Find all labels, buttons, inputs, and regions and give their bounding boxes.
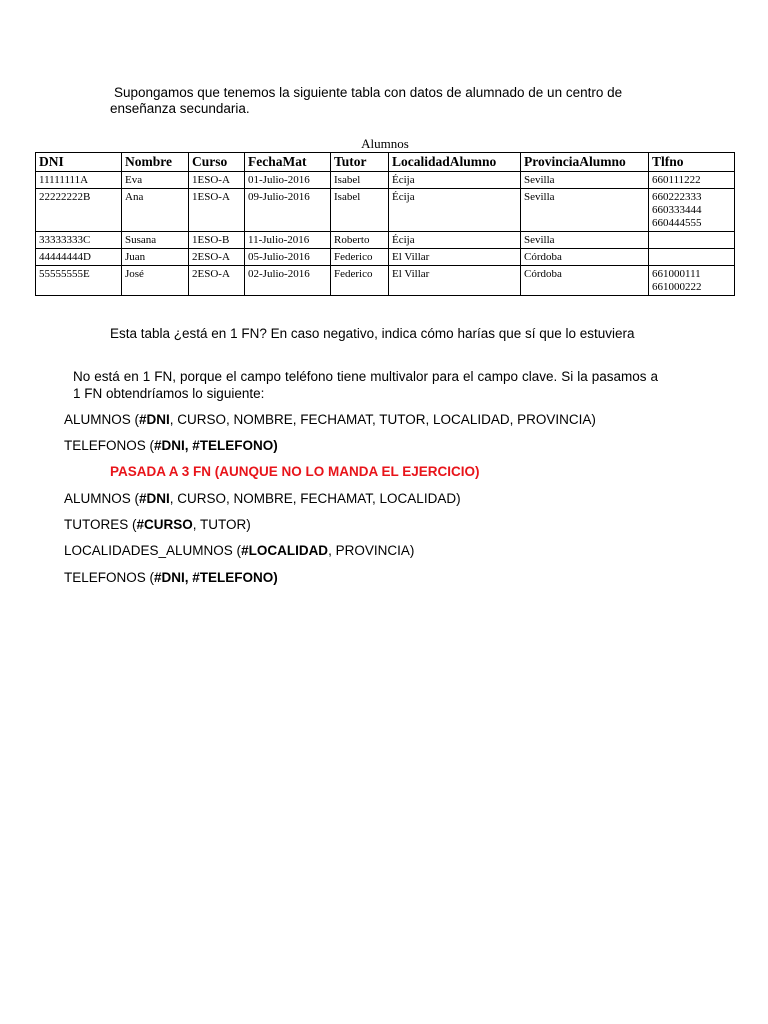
cell-localidad: El Villar — [389, 249, 521, 266]
cell-fechamat: 09-Julio-2016 — [245, 189, 331, 232]
cell-tutor: Isabel — [331, 189, 389, 232]
cell-curso: 1ESO-A — [189, 172, 245, 189]
table-header-row — [36, 153, 735, 172]
answer-text: No está en 1 FN, porque el campo teléfono tiene multivalor para el campo clave. Si la pasamos a 1 FN obtendríamos lo siguiente: — [73, 369, 658, 401]
col-header-dni: DNI — [36, 153, 122, 172]
cell-curso: 2ESO-A — [189, 266, 245, 296]
table-caption: Alumnos — [361, 136, 409, 151]
cell-fechamat: 02-Julio-2016 — [245, 266, 331, 296]
intro-line-2: enseñanza secundaria. — [110, 101, 250, 116]
primary-key: #DNI — [139, 491, 170, 506]
question-text: Esta tabla ¿está en 1 FN? En caso negativo, indica cómo harías que sí que lo estuviera — [110, 326, 635, 341]
cell-nombre: Juan — [122, 249, 189, 266]
col-header-curso: Curso — [189, 153, 245, 172]
cell-provincia: Córdoba — [521, 249, 649, 266]
cell-localidad: Écija — [389, 232, 521, 249]
cell-provincia: Sevilla — [521, 189, 649, 232]
cell-provincia: Sevilla — [521, 232, 649, 249]
fn3-alumnos-relation — [64, 490, 461, 508]
cell-tutor: Isabel — [331, 172, 389, 189]
fn1-alumnos-relation — [64, 411, 596, 429]
cell-fechamat: 05-Julio-2016 — [245, 249, 331, 266]
alumnos-table — [35, 152, 735, 296]
relation-attributes: , TUTOR) — [192, 517, 251, 532]
cell-dni: 33333333C — [36, 232, 122, 249]
cell-curso: 1ESO-B — [189, 232, 245, 249]
primary-key: #LOCALIDAD — [241, 543, 329, 558]
relation-attributes: , CURSO, NOMBRE, FECHAMAT, LOCALIDAD) — [169, 491, 461, 506]
cell-nombre: Eva — [122, 172, 189, 189]
cell-localidad: Écija — [389, 172, 521, 189]
col-header-tlfno: Tlfno — [649, 153, 735, 172]
cell-curso: 1ESO-A — [189, 189, 245, 232]
cell-tlfno — [649, 232, 735, 249]
relation-name: TELEFONOS ( — [64, 438, 155, 453]
relation-attributes: , CURSO, NOMBRE, FECHAMAT, TUTOR, LOCALIDAD, PROVINCIA) — [169, 412, 596, 427]
fn3-localidades-relation — [64, 542, 414, 560]
cell-provincia: Sevilla — [521, 172, 649, 189]
intro-paragraph — [110, 85, 660, 117]
col-header-tutor: Tutor — [331, 153, 389, 172]
cell-nombre: Susana — [122, 232, 189, 249]
cell-localidad: El Villar — [389, 266, 521, 296]
relation-name: LOCALIDADES_ALUMNOS ( — [64, 543, 242, 558]
cell-dni: 55555555E — [36, 266, 122, 296]
fn3-heading: PASADA A 3 FN (AUNQUE NO LO MANDA EL EJERCICIO) — [110, 464, 480, 479]
primary-key: #DNI, #TELEFONO) — [154, 570, 278, 585]
table-row — [36, 172, 735, 189]
cell-nombre: Ana — [122, 189, 189, 232]
table-row — [36, 189, 735, 232]
col-header-nombre: Nombre — [122, 153, 189, 172]
cell-tlfno — [649, 249, 735, 266]
table-row — [36, 249, 735, 266]
col-header-localidad: LocalidadAlumno — [389, 153, 521, 172]
cell-curso: 2ESO-A — [189, 249, 245, 266]
fn3-tutores-relation — [64, 516, 251, 534]
col-header-provincia: ProvinciaAlumno — [521, 153, 649, 172]
relation-name: ALUMNOS ( — [64, 412, 140, 427]
cell-tlfno: 660222333 660333444 660444555 — [649, 189, 735, 232]
primary-key: #DNI, #TELEFONO) — [154, 438, 278, 453]
table-row — [36, 232, 735, 249]
cell-provincia: Córdoba — [521, 266, 649, 296]
cell-tutor: Federico — [331, 249, 389, 266]
col-header-fechamat: FechaMat — [245, 153, 331, 172]
table-row — [36, 266, 735, 296]
fn3-telefonos-relation — [64, 569, 278, 587]
primary-key: #DNI — [139, 412, 170, 427]
cell-dni: 44444444D — [36, 249, 122, 266]
intro-line-1: Supongamos que tenemos la siguiente tabla con datos de alumnado de un centro de — [114, 85, 623, 100]
relation-name: TELEFONOS ( — [64, 570, 155, 585]
cell-tutor: Roberto — [331, 232, 389, 249]
relation-attributes: , PROVINCIA) — [328, 543, 415, 558]
cell-tlfno: 661000111 661000222 — [649, 266, 735, 296]
cell-fechamat: 11-Julio-2016 — [245, 232, 331, 249]
cell-localidad: Écija — [389, 189, 521, 232]
primary-key: #CURSO — [136, 517, 193, 532]
cell-tlfno: 660111222 — [649, 172, 735, 189]
cell-nombre: José — [122, 266, 189, 296]
fn1-telefonos-relation — [64, 437, 278, 455]
cell-dni: 11111111A — [36, 172, 122, 189]
relation-name: TUTORES ( — [64, 517, 137, 532]
cell-tutor: Federico — [331, 266, 389, 296]
cell-fechamat: 01-Julio-2016 — [245, 172, 331, 189]
cell-dni: 22222222B — [36, 189, 122, 232]
relation-name: ALUMNOS ( — [64, 491, 140, 506]
